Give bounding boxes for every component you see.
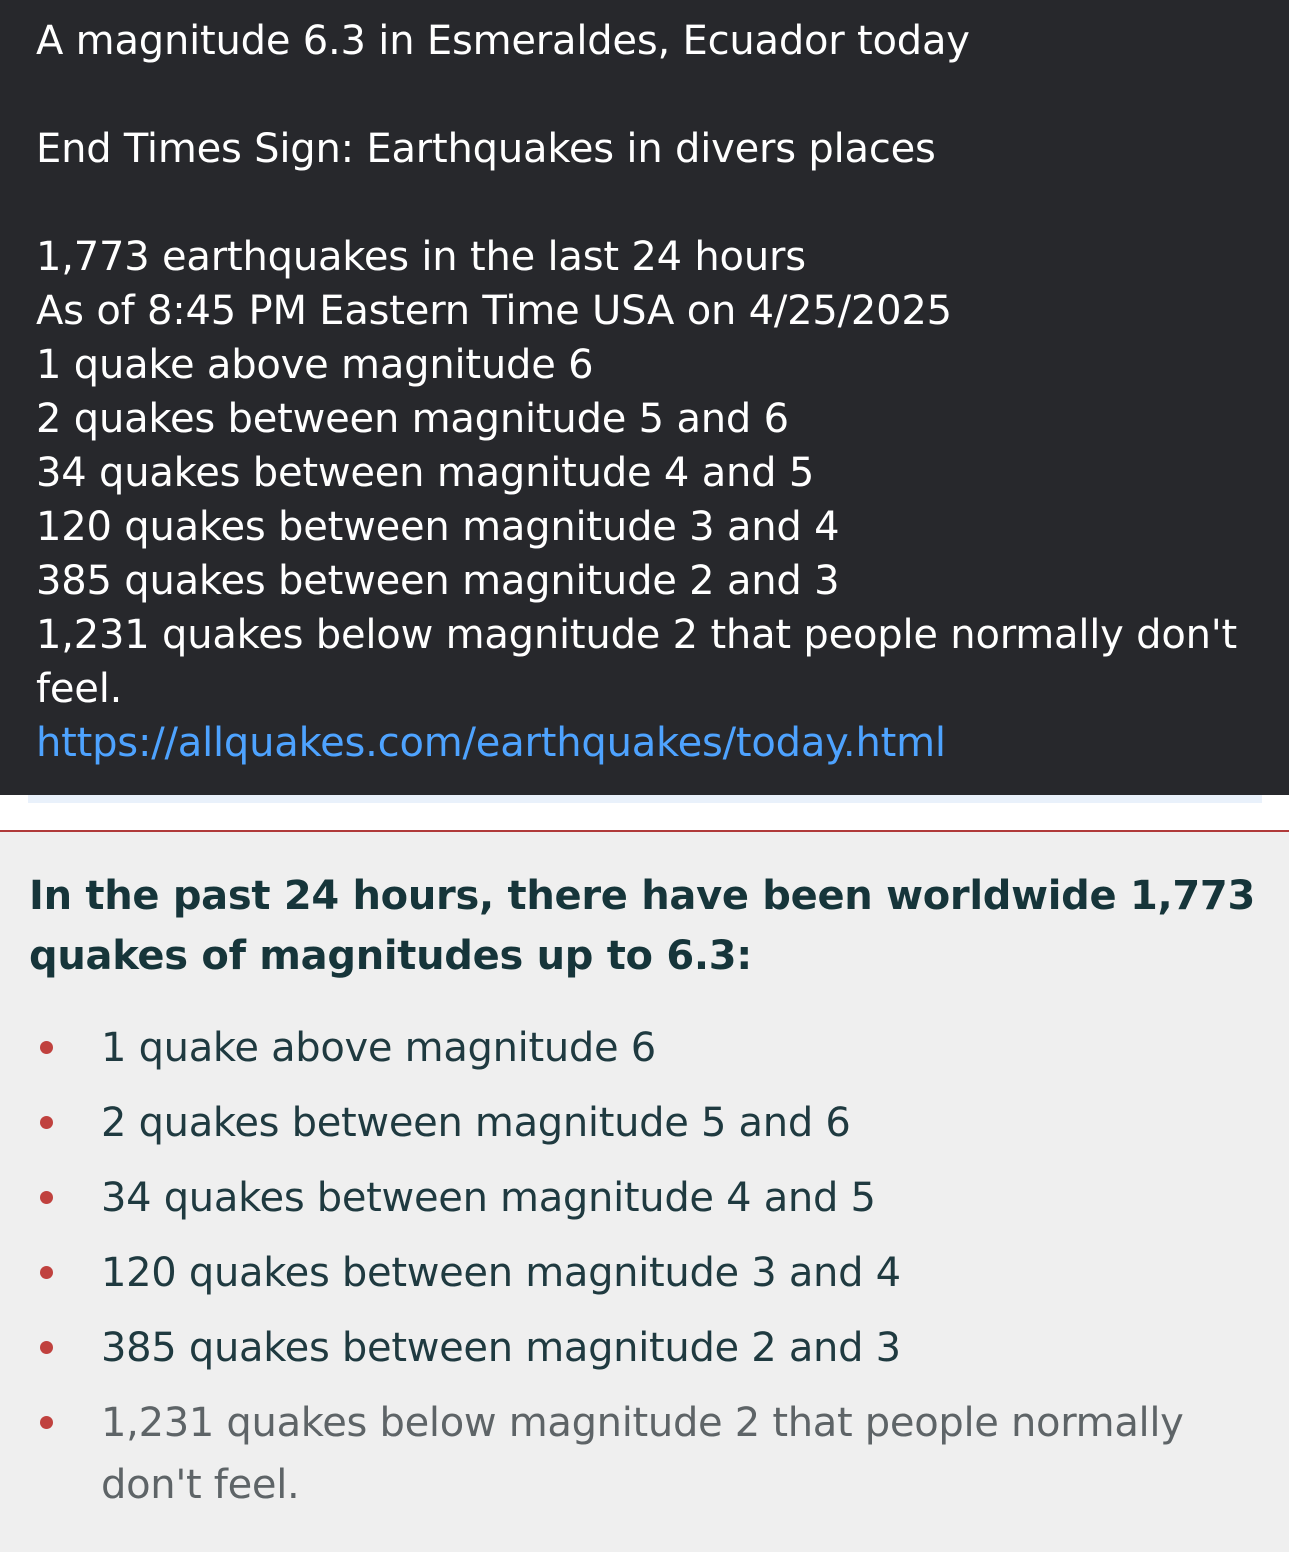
message-line-stat: 120 quakes between magnitude 3 and 4 bbox=[36, 504, 840, 550]
message-line-headline: A magnitude 6.3 in Esmeraldes, Ecuador today bbox=[36, 18, 970, 64]
message-line-total: 1,773 earthquakes in the last 24 hours bbox=[36, 234, 806, 280]
message-text bbox=[36, 14, 1256, 770]
bullet-icon bbox=[40, 1116, 53, 1129]
message-line-sign: End Times Sign: Earthquakes in divers places bbox=[36, 126, 936, 172]
message-line-timestamp: As of 8:45 PM Eastern Time USA on 4/25/2025 bbox=[36, 288, 952, 334]
list-item bbox=[0, 1017, 1289, 1079]
list-item bbox=[0, 1242, 1289, 1304]
bullet-icon bbox=[40, 1266, 53, 1279]
quake-list bbox=[0, 1017, 1289, 1529]
list-item-text: 385 quakes between magnitude 2 and 3 bbox=[101, 1325, 901, 1371]
spacer bbox=[36, 176, 1256, 230]
bullet-icon bbox=[40, 1416, 53, 1429]
allquakes-link[interactable]: https://allquakes.com/earthquakes/today.html bbox=[36, 720, 946, 766]
list-item bbox=[0, 1092, 1289, 1154]
list-item-text: 2 quakes between magnitude 5 and 6 bbox=[101, 1100, 851, 1146]
bullet-icon bbox=[40, 1191, 53, 1204]
list-item bbox=[0, 1317, 1289, 1379]
spacer bbox=[36, 68, 1256, 122]
web-page-excerpt bbox=[0, 832, 1289, 1552]
list-item-text: 34 quakes between magnitude 4 and 5 bbox=[101, 1175, 876, 1221]
list-item bbox=[0, 1167, 1289, 1229]
list-item-text: 120 quakes between magnitude 3 and 4 bbox=[101, 1250, 901, 1296]
message-line-stat: 2 quakes between magnitude 5 and 6 bbox=[36, 396, 789, 442]
message-line-stat: 1,231 quakes below magnitude 2 that people normally don't feel. bbox=[36, 612, 1238, 712]
list-item-text: 1 quake above magnitude 6 bbox=[101, 1025, 656, 1071]
list-item-text: 1,231 quakes below magnitude 2 that people normally don't feel. bbox=[101, 1400, 1184, 1508]
bullet-icon bbox=[40, 1341, 53, 1354]
page-heading: In the past 24 hours, there have been worldwide 1,773 quakes of magnitudes up to 6.3: bbox=[29, 873, 1255, 979]
message-line-stat: 385 quakes between magnitude 2 and 3 bbox=[36, 558, 840, 604]
message-line-stat: 34 quakes between magnitude 4 and 5 bbox=[36, 450, 815, 496]
link-preview-strip bbox=[28, 795, 1262, 803]
message-line-stat: 1 quake above magnitude 6 bbox=[36, 342, 594, 388]
list-item bbox=[0, 1392, 1289, 1516]
bullet-icon bbox=[40, 1041, 53, 1054]
